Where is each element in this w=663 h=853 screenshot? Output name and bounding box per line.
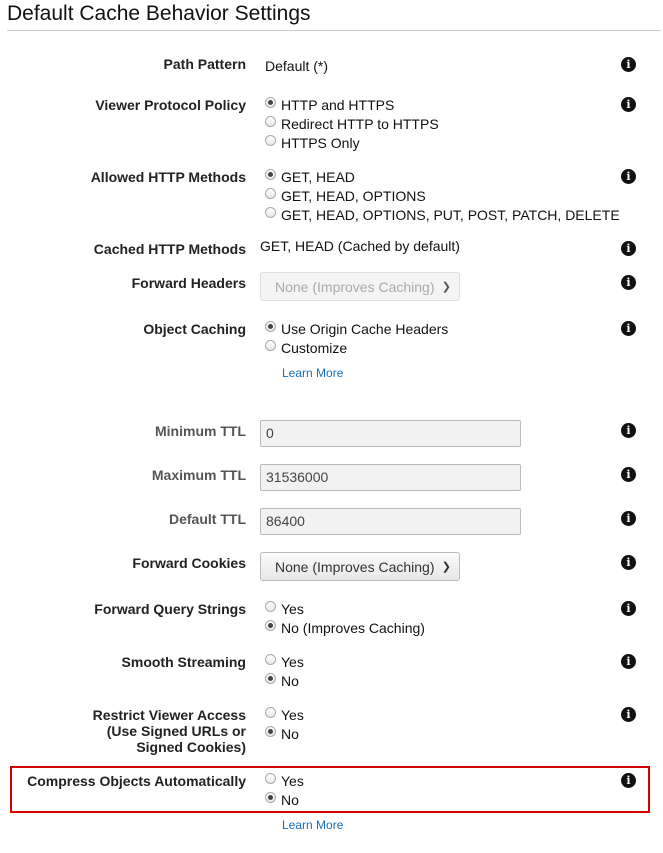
object-caching-option-customize[interactable]: Customize [265, 338, 347, 357]
min-ttl-input[interactable]: 0 [260, 420, 521, 447]
object-caching-label: Object Caching [143, 321, 246, 337]
radio-button[interactable] [265, 601, 276, 612]
min-ttl-label: Minimum TTL [155, 423, 246, 439]
forward-headers-label: Forward Headers [131, 275, 246, 291]
allowed-methods-option-all[interactable]: GET, HEAD, OPTIONS, PUT, POST, PATCH, DELETE [265, 205, 620, 224]
info-icon[interactable]: i [621, 57, 636, 72]
compress-option-no[interactable]: No [265, 790, 299, 809]
allowed-methods-option-get-head-options[interactable]: GET, HEAD, OPTIONS [265, 186, 426, 205]
object-caching-learn-more-link[interactable]: Learn More [282, 366, 344, 380]
forward-headers-select: None (Improves Caching) ❯ [260, 272, 460, 301]
chevron-down-icon: ❯ [441, 561, 451, 573]
max-ttl-label: Maximum TTL [151, 467, 246, 483]
radio-button[interactable] [265, 654, 276, 665]
page-title: Default Cache Behavior Settings [7, 2, 311, 25]
forward-cookies-label: Forward Cookies [132, 555, 246, 571]
radio-button[interactable] [265, 116, 276, 127]
allowed-methods-option-get-head[interactable]: GET, HEAD [265, 167, 355, 186]
viewer-protocol-option-https-only[interactable]: HTTPS Only [265, 133, 360, 152]
radio-button-selected[interactable] [265, 97, 276, 108]
max-ttl-input[interactable]: 31536000 [260, 464, 521, 491]
default-ttl-label: Default TTL [169, 511, 246, 527]
info-icon[interactable]: i [621, 97, 636, 112]
radio-button-selected[interactable] [265, 726, 276, 737]
query-strings-option-yes[interactable]: Yes [265, 599, 304, 618]
restrict-access-option-yes[interactable]: Yes [265, 705, 304, 724]
radio-button-selected[interactable] [265, 620, 276, 631]
radio-button-selected[interactable] [265, 321, 276, 332]
forward-cookies-select[interactable]: None (Improves Caching) ❯ [260, 552, 460, 581]
title-divider [7, 30, 661, 31]
query-strings-option-no[interactable]: No (Improves Caching) [265, 618, 425, 637]
cached-methods-value: GET, HEAD (Cached by default) [260, 238, 460, 254]
compress-learn-more-link[interactable]: Learn More [282, 818, 344, 832]
viewer-protocol-option-redirect[interactable]: Redirect HTTP to HTTPS [265, 114, 439, 133]
path-pattern-value: Default (*) [265, 58, 329, 74]
smooth-streaming-label: Smooth Streaming [121, 654, 246, 670]
query-strings-label: Forward Query Strings [94, 601, 246, 617]
cached-methods-label: Cached HTTP Methods [93, 241, 246, 257]
radio-button[interactable] [265, 707, 276, 718]
info-icon[interactable]: i [621, 275, 636, 290]
compress-option-yes[interactable]: Yes [265, 771, 304, 790]
info-icon[interactable]: i [621, 511, 636, 526]
info-icon[interactable]: i [621, 423, 636, 438]
viewer-protocol-option-http-https[interactable]: HTTP and HTTPS [265, 95, 394, 114]
radio-button[interactable] [265, 207, 276, 218]
object-caching-option-origin[interactable]: Use Origin Cache Headers [265, 319, 448, 338]
compress-label: Compress Objects Automatically [27, 773, 246, 789]
info-icon[interactable]: i [621, 707, 636, 722]
info-icon[interactable]: i [621, 321, 636, 336]
allowed-methods-label: Allowed HTTP Methods [90, 169, 246, 185]
info-icon[interactable]: i [621, 654, 636, 669]
info-icon[interactable]: i [621, 467, 636, 482]
restrict-access-option-no[interactable]: No [265, 724, 299, 743]
info-icon[interactable]: i [621, 169, 636, 184]
restrict-access-label: Restrict Viewer Access (Use Signed URLs or Signed Cookies) [92, 707, 246, 755]
info-icon[interactable]: i [621, 555, 636, 570]
radio-button-selected[interactable] [265, 673, 276, 684]
info-icon[interactable]: i [621, 241, 636, 256]
path-pattern-label: Path Pattern [163, 56, 246, 72]
viewer-protocol-label: Viewer Protocol Policy [95, 97, 246, 113]
smooth-streaming-option-yes[interactable]: Yes [265, 652, 304, 671]
radio-button-selected[interactable] [265, 169, 276, 180]
chevron-down-icon: ❯ [441, 281, 451, 293]
radio-button[interactable] [265, 135, 276, 146]
radio-button[interactable] [265, 188, 276, 199]
info-icon[interactable]: i [621, 773, 636, 788]
info-icon[interactable]: i [621, 601, 636, 616]
radio-button-selected[interactable] [265, 792, 276, 803]
default-ttl-input[interactable]: 86400 [260, 508, 521, 535]
radio-button[interactable] [265, 340, 276, 351]
radio-button[interactable] [265, 773, 276, 784]
smooth-streaming-option-no[interactable]: No [265, 671, 299, 690]
